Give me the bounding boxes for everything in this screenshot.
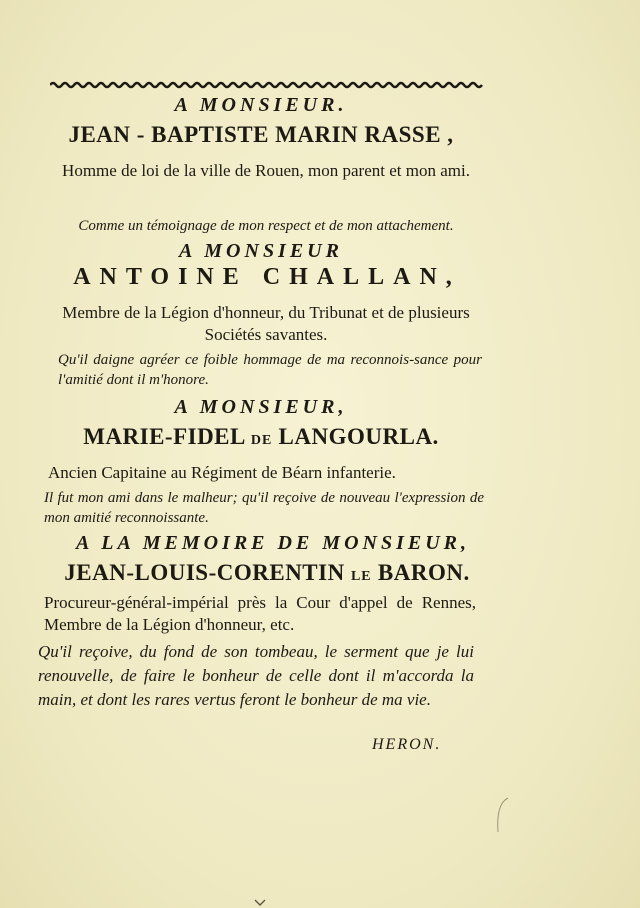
dedication-4-name-particle: LE (350, 569, 372, 584)
dedication-1-name: JEAN - BAPTISTE MARIN RASSE , (68, 122, 454, 147)
dedication-4-name (44, 560, 490, 586)
dedication-4-description: Procureur-général-impérial près la Cour d'appel de Rennes, Membre de la Légion d'honneur, etc. (44, 593, 476, 634)
dedication-3-tribute: Il fut mon ami dans le malheur; qu'il reçoive de nouveau l'expression de mon amitié reconnoissante. (44, 490, 484, 526)
author-signature: HERON. (372, 736, 442, 753)
dedication-4-name-first: JEAN-LOUIS-CORENTIN (64, 560, 345, 585)
dedication-2-description: Membre de la Légion d'honneur, du Tribunat et de plusieurs Sociétés savantes. (62, 303, 470, 344)
dedication-3-name-particle: DE (250, 433, 273, 448)
dedication-1-description: Homme de loi de la ville de Rouen, mon parent et mon ami. (62, 161, 470, 180)
dedication-3-name (38, 424, 484, 450)
dedication-3-heading: A MONSIEUR, (174, 396, 348, 418)
dedication-3-name-first: MARIE-FIDEL (83, 424, 245, 449)
page-corner-mark (490, 796, 512, 836)
dedication-2-heading: A MONSIEUR (179, 240, 343, 262)
dedication-1-heading: A MONSIEUR. (174, 94, 348, 116)
dedication-2-tribute: Qu'il daigne agréer ce foible hommage de ma reconnois-sance pour l'amitié dont il m'honore. (58, 352, 482, 388)
dedication-4-tribute: Qu'il reçoive, du fond de son tombeau, le serment que je lui renouvelle, de faire le bonheur de celle dont il m'accorda la main, et dont les rares vertus feront le bonheur de ma vie. (38, 642, 474, 709)
dedication-3-description: Ancien Capitaine au Régiment de Béarn infanterie. (48, 463, 396, 482)
decorative-wavy-rule (50, 80, 484, 90)
dedication-1-tribute: Comme un témoignage de mon respect et de mon attachement. (78, 218, 454, 234)
dedication-2-name: ANTOINE CHALLAN, (73, 264, 461, 290)
dedication-4-name-last: BARON. (377, 560, 470, 585)
dedication-4-heading: A LA MEMOIRE DE MONSIEUR, (76, 532, 470, 554)
page-bottom-mark (252, 896, 268, 908)
dedication-3-name-last: LANGOURLA. (278, 424, 439, 449)
